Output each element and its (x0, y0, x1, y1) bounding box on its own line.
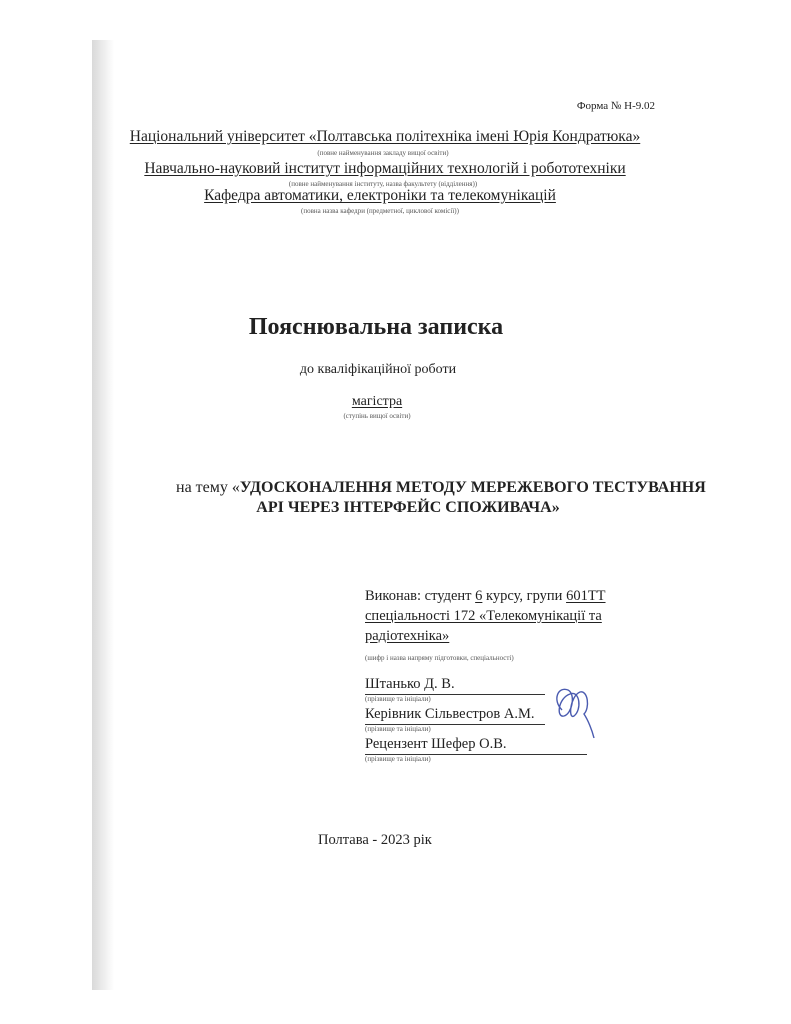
group: 601ТТ (566, 588, 606, 604)
topic-title-1: УДОСКОНАЛЕННЯ МЕТОДУ МЕРЕЖЕВОГО ТЕСТУВАННЯ (239, 479, 706, 496)
reviewer-caption: (прізвище та ініціали) (365, 755, 431, 763)
student-name-text: Штанько Д. В. (365, 674, 545, 695)
degree: магістра (351, 394, 403, 409)
signature (548, 680, 600, 740)
topic-line-2: API ЧЕРЕЗ ІНТЕРФЕЙС СПОЖИВАЧА» (256, 499, 560, 516)
university-caption: (повне найменування закладу вищої освіти) (317, 149, 449, 157)
document-title: Пояснювальна записка (248, 314, 504, 340)
scan-edge-shadow (92, 40, 114, 990)
department-caption: (повна назва кафедри (предметної, циклової комісії)) (301, 207, 459, 215)
degree-caption: (ступінь вищої освіти) (343, 412, 411, 420)
supervisor-caption: (прізвище та ініціали) (365, 725, 431, 733)
university-name: Національний університет «Полтавська політехніка імені Юрія Кондратюка» (129, 128, 641, 145)
student-caption: (прізвище та ініціали) (365, 695, 431, 703)
city-year: Полтава - 2023 рік (318, 832, 432, 848)
reviewer-name-text: Рецензент Шефер О.В. (365, 734, 587, 755)
specialty-caption: (шифр і назва напряму підготовки, спеціальності) (365, 654, 514, 662)
specialty-line-1: спеціальності 172 «Телекомунікації та (365, 608, 602, 624)
institute-caption: (повне найменування інституту, назва факультету (відділення)) (288, 180, 478, 188)
specialty-line-2: радіотехніка» (365, 628, 450, 644)
label: курсу, групи (482, 588, 567, 604)
topic-prefix: на тему « (176, 479, 240, 496)
topic-line-1 (176, 479, 706, 497)
institute-name: Навчально-науковий інститут інформаційних технологій і робототехніки (144, 160, 626, 177)
document-subtitle: до кваліфікаційної роботи (299, 362, 457, 377)
form-number: Форма № Н-9.02 (576, 100, 655, 112)
label: Виконав: студент (365, 588, 476, 604)
course: 6 (475, 588, 483, 604)
department-name: Кафедра автоматики, електроніки та телекомунікацій (204, 187, 556, 204)
supervisor-name-text: Керівник Сільвестров А.М. (365, 704, 545, 725)
student-course-group (365, 586, 606, 606)
